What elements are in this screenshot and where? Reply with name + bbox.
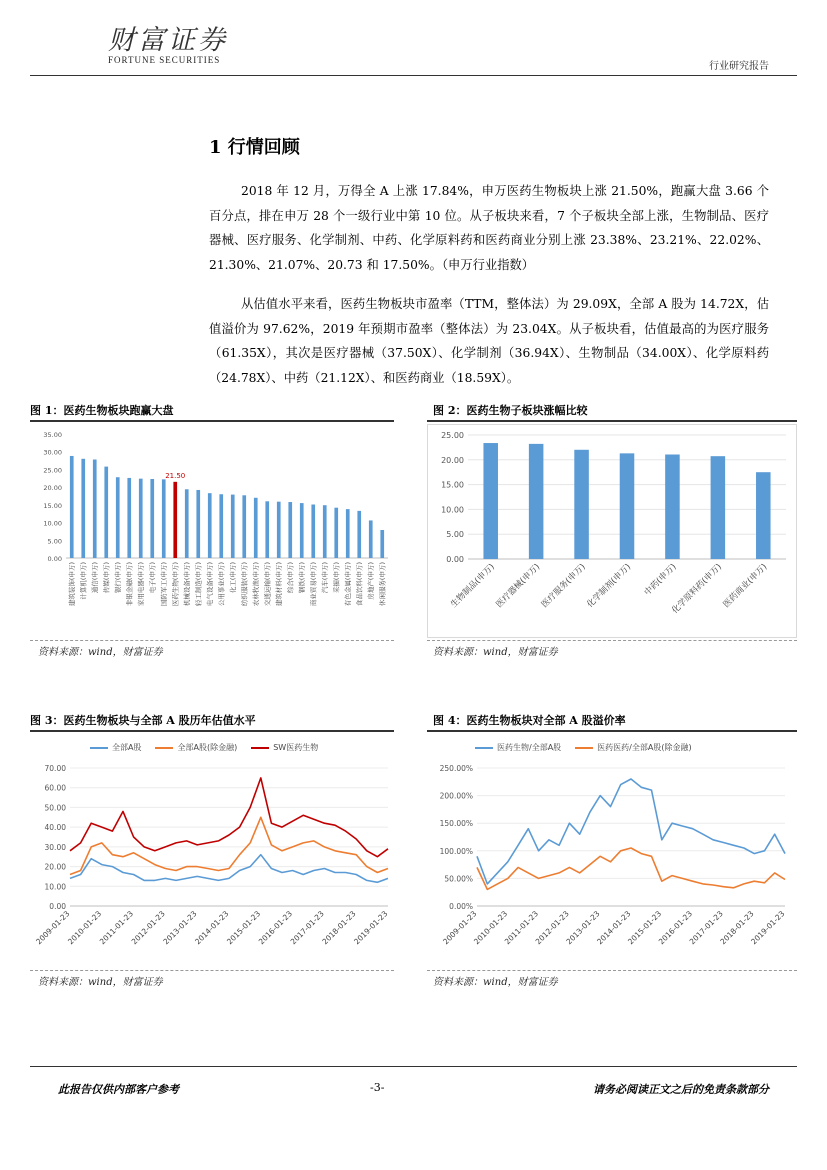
x-tick-label: 2017-01-23 xyxy=(687,909,725,947)
bar xyxy=(173,482,177,558)
x-tick-label: 2013-01-23 xyxy=(161,909,199,947)
x-category-label: 商业贸易(申万) xyxy=(309,562,318,607)
x-category-label: 公用事业(申万) xyxy=(217,562,226,607)
legend-label: 医药医药/全部A股(除金融) xyxy=(597,743,692,752)
bar xyxy=(380,530,384,558)
x-category-label: 综合(申万) xyxy=(286,562,295,594)
figure-1-svg xyxy=(30,424,394,638)
x-category-label: 计算机(申万) xyxy=(79,562,88,600)
series-line xyxy=(477,848,785,889)
x-tick-label: 2010-01-23 xyxy=(472,909,510,947)
figure-3-rule xyxy=(30,730,394,732)
figure-1-rule xyxy=(30,420,394,422)
y-tick-label: 15.00 xyxy=(43,501,62,510)
bar xyxy=(150,479,154,558)
x-tick-label: 2016-01-23 xyxy=(656,909,695,947)
x-category-label: 有色金属(申万) xyxy=(343,562,352,607)
figure-1-source-rule xyxy=(30,640,394,642)
legend-label: 全部A股(除金融) xyxy=(177,743,238,752)
bar xyxy=(334,508,338,558)
x-category-label: 食品饮料(申万) xyxy=(355,562,364,607)
x-category-label: 化学原料药(申万) xyxy=(670,562,724,616)
bar xyxy=(242,495,246,558)
logo-english: FORTUNE SECURITIES xyxy=(108,55,221,65)
y-tick-label: 30.00 xyxy=(43,448,62,457)
bar xyxy=(116,477,120,558)
bar xyxy=(127,478,131,558)
y-tick-label: 100.00% xyxy=(439,846,473,856)
figure-4-svg xyxy=(427,734,797,966)
bar xyxy=(483,443,498,559)
y-tick-label: 30.00 xyxy=(44,842,66,852)
logo-chinese: 财富证券 xyxy=(108,25,228,56)
x-tick-label: 2015-01-23 xyxy=(225,909,263,947)
x-category-label: 机械设备(申万) xyxy=(182,562,191,607)
x-category-label: 医药商业(申万) xyxy=(721,562,770,610)
x-category-label: 非银金融(申万) xyxy=(125,562,134,607)
y-tick-label: 10.00 xyxy=(43,519,62,528)
page-number: -3- xyxy=(370,1081,385,1094)
x-tick-label: 2013-01-23 xyxy=(564,909,602,947)
y-tick-label: 60.00 xyxy=(44,783,66,793)
figure-1-chart xyxy=(30,424,394,638)
y-tick-label: 35.00 xyxy=(43,431,62,439)
x-tick-label: 2010-01-23 xyxy=(66,909,104,947)
x-tick-label: 2011-01-23 xyxy=(502,909,541,947)
y-tick-label: 5.00 xyxy=(446,530,464,540)
y-tick-label: 15.00 xyxy=(441,480,464,490)
x-tick-label: 2018-01-23 xyxy=(320,909,358,947)
bar xyxy=(277,502,281,558)
x-tick-label: 2015-01-23 xyxy=(626,909,664,947)
figure-2-source-rule xyxy=(427,640,797,642)
figure-4-chart xyxy=(427,734,797,966)
series-line xyxy=(477,779,785,884)
x-category-label: 汽车(申万) xyxy=(320,562,329,594)
x-category-label: 通信(申万) xyxy=(90,562,99,594)
bar xyxy=(665,454,680,559)
legend-label: 医药生物/全部A股 xyxy=(497,743,562,752)
figure-4-title: 图 4：医药生物板块对全部 A 股溢价率 xyxy=(433,714,626,727)
x-category-label: 交通运输(申万) xyxy=(263,562,272,607)
bar xyxy=(323,505,327,558)
section-title: 1 行情回顾 xyxy=(209,137,300,158)
bar xyxy=(346,509,350,558)
x-tick-label: 2014-01-23 xyxy=(595,909,633,947)
y-tick-label: 5.00 xyxy=(47,537,62,546)
x-category-label: 中药(申万) xyxy=(642,562,679,598)
y-tick-label: 50.00% xyxy=(444,874,473,884)
bar xyxy=(265,501,269,558)
footer-divider xyxy=(30,1066,797,1067)
y-tick-label: 25.00 xyxy=(43,466,62,475)
x-category-label: 家用电器(申万) xyxy=(136,562,145,607)
bar xyxy=(711,456,726,559)
header-divider xyxy=(30,75,797,76)
x-tick-label: 2009-01-23 xyxy=(34,909,72,947)
y-tick-label: 25.00 xyxy=(441,431,464,440)
y-tick-label: 0.00 xyxy=(47,555,62,563)
bar xyxy=(620,453,635,559)
x-category-label: 化工(申万) xyxy=(228,562,237,594)
x-tick-label: 2009-01-23 xyxy=(441,909,479,947)
x-category-label: 生物制品(申万) xyxy=(449,562,497,610)
series-line xyxy=(70,778,388,857)
y-tick-label: 0.00 xyxy=(446,555,464,564)
bar xyxy=(254,498,258,558)
figure-3-source: 资料来源：wind，财富证券 xyxy=(38,977,163,988)
y-tick-label: 40.00 xyxy=(44,823,66,833)
bar xyxy=(357,511,361,558)
bar xyxy=(300,503,304,558)
x-category-label: 休闲服务(申万) xyxy=(378,562,387,607)
figure-4-source-rule xyxy=(427,970,797,972)
x-category-label: 钢铁(申万) xyxy=(297,562,306,594)
bar xyxy=(529,444,544,559)
bar xyxy=(93,460,97,558)
figure-3-title: 图 3：医药生物板块与全部 A 股历年估值水平 xyxy=(30,714,256,727)
page-header xyxy=(0,0,827,80)
series-line xyxy=(70,817,388,874)
figure-3-svg xyxy=(30,734,394,966)
figure-1-title: 图 1：医药生物板块跑赢大盘 xyxy=(30,404,174,417)
y-tick-label: 20.00 xyxy=(43,484,62,493)
data-label: 21.50 xyxy=(165,471,186,480)
figure-3-chart xyxy=(30,734,394,966)
x-category-label: 医疗服务(申万) xyxy=(539,562,588,610)
y-tick-label: 0.00% xyxy=(449,902,473,911)
x-category-label: 建筑材料(申万) xyxy=(274,562,283,607)
bar xyxy=(574,450,589,559)
x-category-label: 电子(申万) xyxy=(148,562,157,594)
bar xyxy=(104,467,108,558)
figure-1-source: 资料来源：wind，财富证券 xyxy=(38,647,163,658)
x-category-label: 银行(申万) xyxy=(113,562,122,594)
bar xyxy=(288,502,292,558)
bar xyxy=(208,493,212,558)
bar xyxy=(162,479,166,558)
x-category-label: 传媒(申万) xyxy=(102,562,111,594)
figure-2-title: 图 2：医药生物子板块涨幅比较 xyxy=(433,404,588,417)
y-tick-label: 20.00 xyxy=(441,455,464,465)
y-tick-label: 150.00% xyxy=(439,819,473,829)
report-type: 行业研究报告 xyxy=(709,61,769,72)
x-tick-label: 2012-01-23 xyxy=(533,909,571,947)
x-category-label: 采掘(申万) xyxy=(332,562,341,594)
x-category-label: 医疗器械(申万) xyxy=(494,562,543,610)
footer-disclaimer-right: 请务必阅读正文之后的免责条款部分 xyxy=(593,1083,769,1096)
bar xyxy=(70,456,74,558)
figure-4-rule xyxy=(427,730,797,732)
x-tick-label: 2014-01-23 xyxy=(193,909,231,947)
x-category-label: 纺织服装(申万) xyxy=(240,562,249,607)
figure-3-source-rule xyxy=(30,970,394,972)
x-category-label: 医药生物(申万) xyxy=(171,562,180,607)
bar xyxy=(185,489,189,558)
x-category-label: 建筑装饰(申万) xyxy=(67,562,76,607)
bar xyxy=(311,505,315,558)
figure-2-chart xyxy=(427,424,797,638)
bar xyxy=(139,479,143,558)
legend-label: SW医药生物 xyxy=(273,743,319,752)
x-tick-label: 2017-01-23 xyxy=(288,909,326,947)
y-tick-label: 20.00 xyxy=(44,862,66,872)
figure-4-source: 资料来源：wind，财富证券 xyxy=(433,977,558,988)
bar xyxy=(81,459,85,558)
y-tick-label: 10.00 xyxy=(441,505,464,515)
x-category-label: 农林牧渔(申万) xyxy=(251,562,260,607)
paragraph-market-review: 2018 年 12 月，万得全 A 上涨 17.84%，申万医药生物板块上涨 21.50%，跑赢大盘 3.66 个百分点，排在申万 28 个一级行业中第 10 位。从子板块来看，7 个子板块全部上涨，生物制品、医疗器械、医疗服务、化学制剂、中药、化学原料药和医药商业分别上涨 23.38%、23.21%、22.02%、21.30%、21.07%、20.73 和 17.50%。（申万行业指数） xyxy=(209,184,769,272)
figure-2-source: 资料来源：wind，财富证券 xyxy=(433,647,558,658)
y-tick-label: 50.00 xyxy=(44,803,66,813)
legend-label: 全部A股 xyxy=(112,743,142,752)
y-tick-label: 200.00% xyxy=(439,791,473,801)
y-tick-label: 10.00 xyxy=(44,882,66,892)
figure-2-svg xyxy=(428,425,798,639)
x-category-label: 轻工制造(申万) xyxy=(194,562,203,607)
bar xyxy=(369,520,373,558)
footer-disclaimer-left: 此报告仅供内部客户参考 xyxy=(58,1083,179,1096)
x-tick-label: 2018-01-23 xyxy=(718,909,756,947)
x-category-label: 房地产(申万) xyxy=(366,562,375,600)
x-category-label: 国防军工(申万) xyxy=(159,562,168,607)
x-tick-label: 2016-01-23 xyxy=(256,909,295,947)
bar xyxy=(219,494,223,558)
x-tick-label: 2019-01-23 xyxy=(749,909,787,947)
y-tick-label: 250.00% xyxy=(439,764,473,773)
figure-2-rule xyxy=(427,420,797,422)
x-tick-label: 2012-01-23 xyxy=(129,909,167,947)
paragraph-valuation: 从估值水平来看，医药生物板块市盈率（TTM，整体法）为 29.09X，全部 A 股为 14.72X，估值溢价为 97.62%，2019 年预期市盈率（整体法）为 23.04X。从子板块看，估值最高的为医疗服务（61.35X），其次是医疗器械（37.50X）、化学制剂（36.94X）、生物制品（34.00X）、化学原料药（24.78X）、中药（21.12X）、和医药商业（18.59X）。 xyxy=(209,297,769,385)
x-category-label: 电气设备(申万) xyxy=(205,562,214,607)
x-tick-label: 2019-01-23 xyxy=(352,909,390,947)
y-tick-label: 70.00 xyxy=(44,764,66,773)
bar xyxy=(231,495,235,558)
bar xyxy=(756,472,771,559)
bar xyxy=(196,490,200,558)
y-tick-label: 0.00 xyxy=(49,902,66,911)
x-tick-label: 2011-01-23 xyxy=(97,909,136,947)
x-category-label: 化学制剂(申万) xyxy=(585,562,634,610)
